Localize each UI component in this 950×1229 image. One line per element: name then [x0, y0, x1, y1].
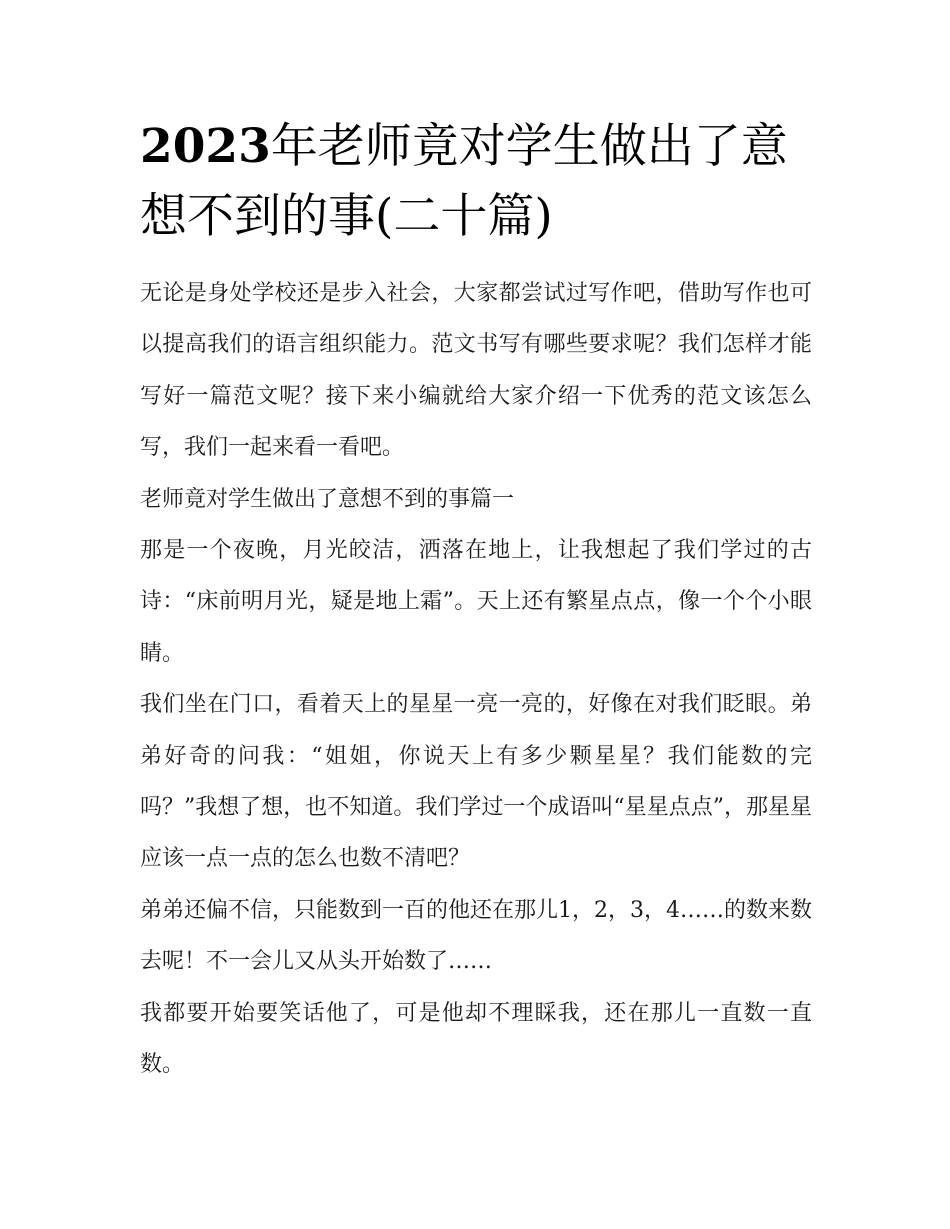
intro-paragraph: 无论是身处学校还是步入社会，大家都尝试过写作吧，借助写作也可以提高我们的语言组织能力。范文书写有哪些要求呢？我们怎样才能写好一篇范文呢？接下来小编就给大家介绍一下优秀的范文该怎么写，我们一起来看一看吧。: [140, 281, 812, 461]
body-paragraph: 我都要开始要笑话他了，可是他却不理睬我，还在那儿一直数一直数。: [140, 1000, 812, 1078]
document-page: [140, 112, 812, 1091]
body-paragraph: 我们坐在门口，看着天上的星星一亮一亮的，好像在对我们眨眼。弟弟好奇的问我：“姐姐，你说天上有多少颗星星？我们能数的完吗？”我想了想，也不知道。我们学过一个成语叫“星星点点”，那星星应该一点一点的怎么也数不清吧？: [140, 692, 812, 872]
title-year: 2023: [140, 119, 271, 174]
section-heading: 老师竟对学生做出了意想不到的事篇一: [140, 486, 515, 512]
body-paragraph: 那是一个夜晚，月光皎洁，洒落在地上，让我想起了我们学过的古诗：“床前明月光，疑是地上霜”。天上还有繁星点点，像一个个小眼睛。: [140, 538, 812, 666]
document-body: [140, 268, 812, 1091]
title-text: 年老师竟对学生做出了意想不到的事(二十篇): [140, 119, 788, 244]
document-title: [140, 112, 812, 252]
body-paragraph: 弟弟还偏不信，只能数到一百的他还在那儿1，2，3，4……的数来数去呢！不一会儿又从头开始数了……: [140, 897, 812, 975]
